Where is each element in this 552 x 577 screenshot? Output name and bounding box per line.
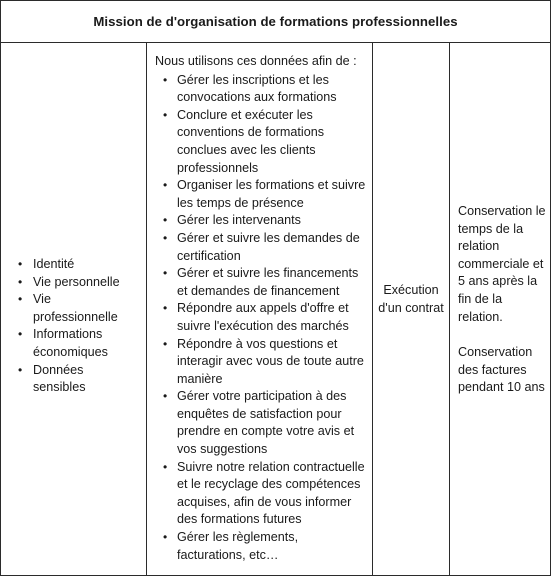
list-item: • Suivre notre relation contractuelle et le recyclage des compétences acquises, afin de vous informer des formations futures (163, 459, 369, 529)
purposes-list (163, 72, 369, 565)
list-item: • Organiser les formations et suivre les temps de présence (163, 177, 369, 212)
retention-spacer (458, 326, 546, 344)
list-item: • Vie personnelle (18, 274, 138, 292)
list-item: • Gérer et suivre les demandes de certification (163, 230, 369, 265)
list-item: • Gérer votre participation à des enquêtes de satisfaction pour prendre en compte votre avis et vos suggestions (163, 388, 369, 458)
table-border-right (550, 0, 551, 576)
purposes-intro: Nous utilisons ces données afin de : (155, 54, 357, 68)
list-item: • Données sensibles (18, 362, 138, 397)
purposes-cell (155, 53, 369, 564)
header-divider (0, 42, 551, 43)
column-divider-1 (146, 42, 147, 576)
list-item: • Gérer et suivre les financements et demandes de financement (163, 265, 369, 300)
list-item: • Identité (18, 256, 138, 274)
data-categories-list (18, 256, 138, 397)
retention-relation-text: Conservation le temps de la relation commerciale et 5 ans après la fin de la relation. (458, 204, 546, 324)
table-border-bottom (0, 575, 551, 576)
data-categories-cell (18, 256, 138, 397)
list-item: • Informations économiques (18, 326, 138, 361)
legal-basis-cell: Exécution d'un contrat (378, 283, 444, 315)
list-item: • Gérer les règlements, facturations, etc… (163, 529, 369, 564)
table-title: Mission de d'organisation de formations professionnelles (93, 14, 458, 29)
list-item: • Gérer les inscriptions et les convocations aux formations (163, 72, 369, 107)
list-item: • Vie professionnelle (18, 291, 138, 326)
column-divider-3 (449, 42, 450, 576)
table-border-left (0, 0, 1, 576)
column-divider-2 (372, 42, 373, 576)
list-item: • Répondre à vos questions et interagir avec vous de toute autre manière (163, 336, 369, 389)
retention-cell (458, 203, 546, 397)
list-item: • Conclure et exécuter les conventions de formations conclues avec les clients professionnels (163, 107, 369, 177)
retention-invoices-text: Conservation des factures pendant 10 ans (458, 345, 545, 395)
list-item: • Répondre aux appels d'offre et suivre l'exécution des marchés (163, 300, 369, 335)
list-item: • Gérer les intervenants (163, 212, 369, 230)
